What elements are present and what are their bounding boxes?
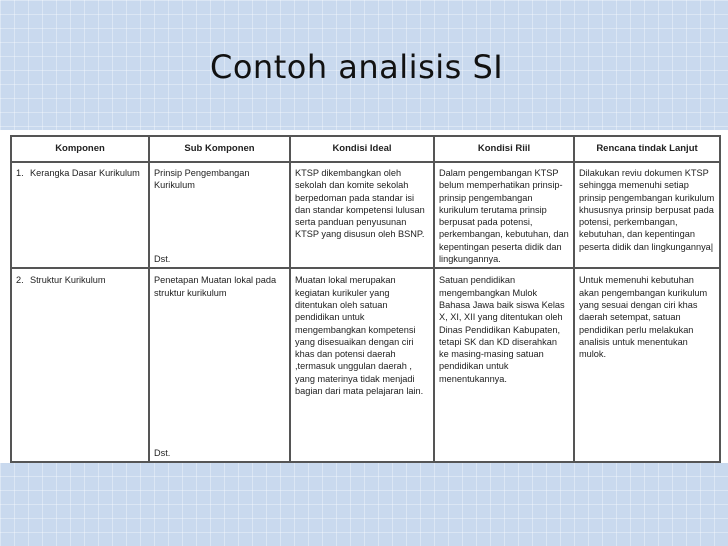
cell-kondisi-ideal: KTSP dikembangkan oleh sekolah dan komite sekolah berpedoman pada standar isi dan standar kompetensi lulusan serta panduan penyusunan KTSP yang disusun oleh BSNP. — [290, 162, 434, 268]
cell-rencana: Dilakukan reviu dokumen KTSP sehingga memenuhi setiap prinsip pengembangan kurikulum khususnya prinsip berpusat pada potensi, perkembangan, kebutuhan, dan kepentingan peserta didik dan lingkungannya| — [574, 162, 720, 268]
cell-kondisi-riil: Dalam pengembangan KTSP belum memperhatikan prinsip-prinsip pengembangan kurikulum terutama prinsip berpusat pada potensi, perkembangan, kebutuhan, dan kepentingan peserta didik dan lingkungannya. — [434, 162, 574, 268]
header-kondisi-riil: Kondisi Riil — [434, 136, 574, 162]
table-header-row — [11, 136, 720, 162]
slide-title: Contoh analisis SI — [210, 48, 504, 86]
analysis-table — [10, 135, 721, 463]
row-number: 1. — [16, 168, 24, 178]
cell-sub-komponen — [149, 162, 290, 268]
dst-label: Dst. — [154, 254, 171, 265]
table-row — [11, 268, 720, 462]
cell-sub-komponen — [149, 268, 290, 462]
title-band — [0, 0, 728, 130]
header-rencana-tindak-lanjut: Rencana tindak Lanjut — [574, 136, 720, 162]
cell-kondisi-riil: Satuan pendidikan mengembangkan Mulok Bahasa Jawa baik siswa Kelas X, XI, XII yang ditentukan oleh Dinas Pendidikan Kabupaten, tetapi SK dan KD diserahkan ke masing-masing satuan pendidikan untuk menentukannya. — [434, 268, 574, 462]
dst-label: Dst. — [154, 448, 171, 459]
sub-komponen-text: Penetapan Muatan lokal pada struktur kurikulum — [154, 275, 277, 298]
cell-komponen — [11, 268, 149, 462]
cell-rencana: Untuk memenuhi kebutuhan akan pengembangan kurikulum yang sesuai dengan ciri khas daerah setempat, satuan pendidikan perlu melakukan analisis untuk menentukan mulok. — [574, 268, 720, 462]
table-row — [11, 162, 720, 268]
komponen-text: Kerangka Dasar Kurikulum — [30, 168, 140, 178]
row-number: 2. — [16, 275, 24, 286]
komponen-text: Struktur Kurikulum — [30, 275, 106, 286]
header-komponen: Komponen — [11, 136, 149, 162]
cell-komponen — [11, 162, 149, 268]
header-sub-komponen: Sub Komponen — [149, 136, 290, 162]
table-panel — [0, 130, 728, 463]
cell-kondisi-ideal: Muatan lokal merupakan kegiatan kurikuler yang ditentukan oleh satuan pendidikan untuk mengembangkan kompetensi yang disesuaikan dengan ciri khas dan potensi daerah ,termasuk unggulan daerah , yang materinya tidak menjadi bagian dari mata pelajaran lain. — [290, 268, 434, 462]
sub-komponen-text: Prinsip Pengembangan Kurikulum — [154, 168, 250, 191]
header-kondisi-ideal: Kondisi Ideal — [290, 136, 434, 162]
